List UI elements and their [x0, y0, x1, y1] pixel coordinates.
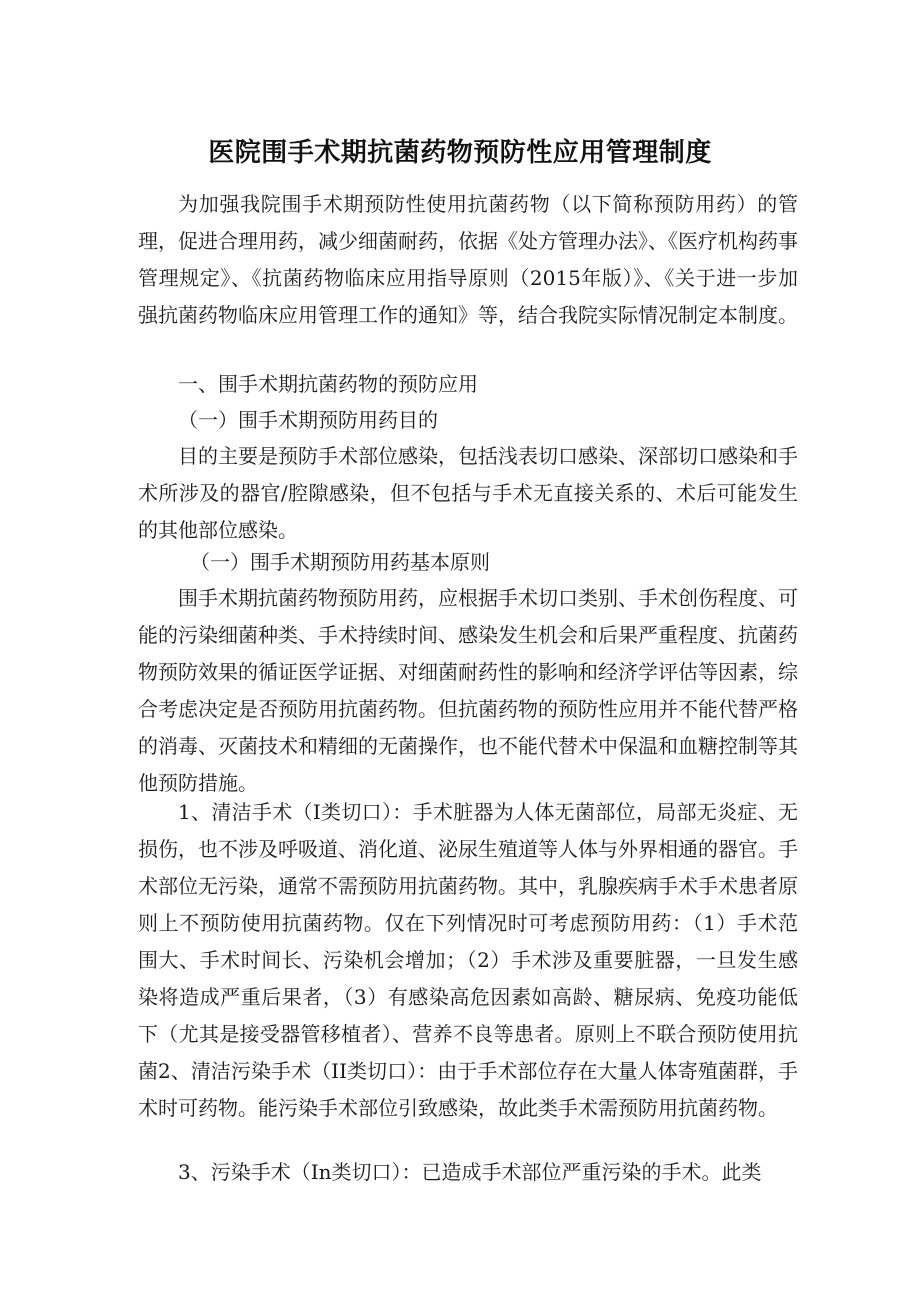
purpose-paragraph: 目的主要是预防手术部位感染，包括浅表切口感染、深部切口感染和手术所涉及的器官/腔隙感染，但不包括与手术无直接关系的、术后可能发生的其他部位感染。: [138, 444, 798, 542]
intro-paragraph: 为加强我院围手术期预防性使用抗菌药物（以下简称预防用药）的管理，促进合理用药，减少细菌耐药，依据《处方管理办法》、《医疗机构药事管理规定》、《抗菌药物临床应用指导原则（2015年版）》、《关于进一步加强抗菌药物临床应用管理工作的通知》等，结合我院实际情况制定本制度。: [138, 192, 798, 327]
principles-paragraph: 围手术期抗菌药物预防用药，应根据手术切口类别、手术创伤程度、可能的污染细菌种类、手术持续时间、感染发生机会和后果严重程度、抗菌药物预防效果的循证医学证据、对细菌耐药性的影响和经济学评估等因素，综合考虑决定是否预防用抗菌药物。但抗菌药物的预防性应用并不能代替严格的消毒、灭菌技术和精细的无菌操作，也不能代替术中保温和血糖控制等其他预防措施。: [138, 586, 798, 795]
contaminated-surgery-paragraph: 3、污染手术（In类切口）：已造成手术部位严重污染的手术。此类: [178, 1160, 762, 1184]
section-heading-prevention: 一、围手术期抗菌药物的预防应用: [178, 372, 478, 396]
subsection-heading-purpose: （一）围手术期预防用药目的: [178, 408, 438, 432]
clean-surgery-paragraph: 1、清洁手术（I类切口）：手术脏器为人体无菌部位，局部无炎症、无损伤，也不涉及呼吸道、消化道、泌尿生殖道等人体与外界相通的器官。手术部位无污染，通常不需预防用抗菌药物。其中，乳腺疾病手术手术患者原则上不预防使用抗菌药物。仅在下列情况时可考虑预防用药：（1）手术范围大、手术时间长、污染机会增加；（2）手术涉及重要脏器，一旦发生感染将造成严重后果者，（3）有感染高危因素如高龄、糖尿病、免疫功能低下（尤其是接受器管移植者）、营养不良等患者。原则上不联合预防使用抗菌2、清洁污染手术（II类切口）：由于手术部位存在大量人体寄殖菌群，手术时可药物。能污染手术部位引致感染，故此类手术需预防用抗菌药物。: [138, 800, 798, 1120]
subsection-heading-principles: （一）围手术期预防用药基本原则: [190, 550, 490, 574]
document-title: 医院围手术期抗菌药物预防性应用管理制度: [208, 138, 712, 168]
